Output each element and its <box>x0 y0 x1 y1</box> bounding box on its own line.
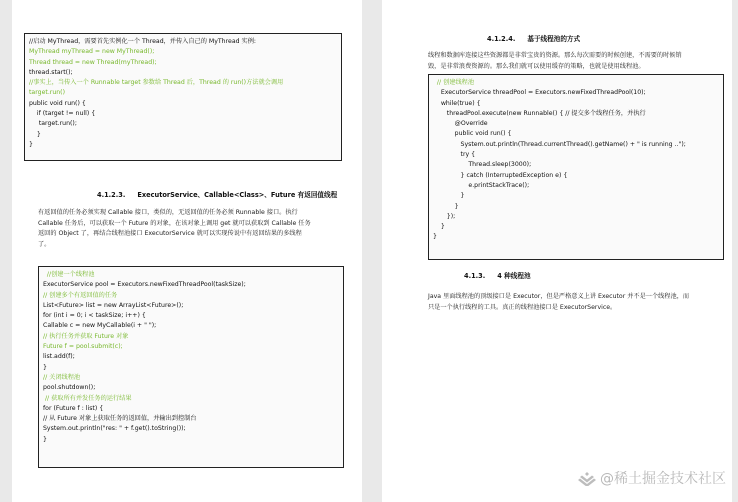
code-line: List<Future> list = new ArrayList<Future>(); <box>43 301 184 309</box>
code-line: ExecutorService pool = Executors.newFixedThreadPool(taskSize); <box>43 281 246 289</box>
heading-title: 基于线程池的方式 <box>527 35 581 43</box>
code-line: e.printStackTrace(); <box>433 181 530 189</box>
watermark-text: @稀土掘金技术社区 <box>600 471 726 487</box>
heading-number: 4.1.2.4. <box>487 35 516 43</box>
code-line: } <box>433 223 445 231</box>
code-line: thread.start(); <box>29 68 73 76</box>
code-line: //创建一个线程池 <box>43 271 95 278</box>
heading-title: ExecutorService、Callable<Class>、Future 有返回值线程 <box>137 191 338 199</box>
paragraph-line: 线程和数据库连接这些资源都是非常宝贵的资源。那么每次需要的时候创建，不需要的时候销 <box>428 52 682 59</box>
heading-number: 4.1.3. <box>464 272 486 280</box>
left-page <box>12 0 362 502</box>
section-heading-4-1-2-4 <box>487 33 580 43</box>
code-line: // 从 Future 对象上获取任务的返回值，并输出到控制台 <box>43 415 197 423</box>
paragraph-line: 返回的 Object 了，再结合线程池接口 ExecutorService 就可以实现传说中有返回结果的多线程 <box>38 230 302 237</box>
right-page <box>382 0 732 502</box>
code-line: try { <box>433 151 476 159</box>
code-line: MyThread myThread = new MyThread(); <box>29 48 155 56</box>
code-line: public void run() { <box>433 130 512 138</box>
code-line: for (int i = 0; i < taskSize; i++) { <box>43 312 146 320</box>
paragraph-line: 有返回值的任务必须实现 Callable 接口，类似的，无返回值的任务必须 Runnable 接口。执行 <box>38 209 298 216</box>
code-line: // 执行任务并获取 Future 对象 <box>43 332 129 340</box>
code-line: Thread thread = new Thread(myThread); <box>29 58 157 66</box>
juejin-logo-icon <box>578 470 596 486</box>
code-line: target.run(); <box>29 120 77 128</box>
code-line: } <box>433 192 465 200</box>
code-line: threadPool.execute(new Runnable() { // 提交多个线程任务，并执行 <box>433 109 646 117</box>
code-line: } catch (InterruptedException e) { <box>433 171 568 179</box>
section-heading-4-1-3 <box>464 270 531 280</box>
code-line: //事实上，当传入一个 Runnable target 参数给 Thread 后，Thread 的 run()方法就会调用 <box>29 79 284 87</box>
code-line: } <box>43 363 47 371</box>
code-line: // 创建多个有返回值的任务 <box>43 291 118 299</box>
heading-number: 4.1.2.3. <box>97 191 126 199</box>
code-block-thread-pool <box>428 74 724 260</box>
code-line: Callable c = new MyCallable(i + " "); <box>43 322 157 330</box>
code-line: System.out.println("res: " + f.get().toString()); <box>43 425 186 433</box>
code-line: // 创建线程池 <box>433 79 475 86</box>
paragraph-callable <box>38 208 358 250</box>
code-block-start-thread <box>24 33 342 161</box>
paragraph-executor-interface <box>428 292 728 313</box>
code-line: list.add(f); <box>43 353 75 361</box>
code-line: public void run() { <box>29 99 86 107</box>
code-line: } <box>29 130 41 138</box>
code-line: } <box>433 202 459 210</box>
code-line: while(true) { <box>433 99 481 107</box>
paragraph-line: Java 里面线程池的顶级接口是 Executor，但是严格意义上讲 Executor 并不是一个线程池，而 <box>428 293 690 300</box>
paragraph-thread-pool-intro <box>428 51 728 72</box>
heading-title: 4 种线程池 <box>497 272 531 280</box>
paragraph-line: 毁，是非常浪费资源的。那么我们就可以使用缓存的策略，也就是使用线程池。 <box>428 62 645 70</box>
code-line: if (target != null) { <box>29 110 96 118</box>
paragraph-line: 了。 <box>38 240 51 248</box>
code-line: ExecutorService threadPool = Executors.newFixedThreadPool(10); <box>433 89 646 97</box>
paragraph-line: Callable 任务后，可以获取一个 Future 的对象，在该对象上调用 get 就可以获取到 Callable 任务 <box>38 219 311 227</box>
code-line: Future f = pool.submit(c); <box>43 343 123 351</box>
code-line: }); <box>433 212 456 220</box>
code-line: //启动 MyThread，需要首先实例化一个 Thread，并传入自己的 MyThread 实例: <box>29 38 256 45</box>
watermark <box>578 468 726 488</box>
code-line: pool.shutdown(); <box>43 384 96 392</box>
code-line: } <box>43 435 47 443</box>
section-heading-4-1-2-3 <box>97 189 337 199</box>
code-line: // 获取所有并发任务的运行结果 <box>43 394 132 402</box>
code-line: Thread.sleep(3000); <box>433 161 532 169</box>
code-line: for (Future f : list) { <box>43 404 104 412</box>
code-line: } <box>29 140 33 148</box>
code-line: target.run() <box>29 89 65 97</box>
paragraph-line: 只是一个执行线程的工具。真正的线程池接口是 ExecutorService。 <box>428 303 617 311</box>
code-block-executor-service <box>38 266 344 468</box>
code-line: // 关闭线程池 <box>43 373 81 381</box>
code-line: } <box>433 233 437 241</box>
code-line: System.out.println(Thread.currentThread().getName() + " is running .."); <box>433 140 686 148</box>
code-line: @Override <box>433 120 488 128</box>
